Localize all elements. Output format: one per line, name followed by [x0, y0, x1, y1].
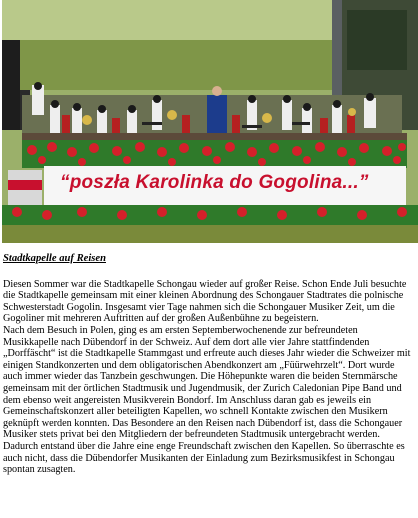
article-paragraph-1: Diesen Sommer war die Stadtkapelle Schongau wieder auf großer Reise. Schon Ende Juli besuchte die Stadtkapelle gemeinsam mit einer kleinen Abordnung des Schongauer Stadtrates die polnische Schwesterstadt Gogolin. Insgesamt vier Tage nahmen sich die Schongauer Musiker Zeit, um die Gogoliner mit mehreren Auftritten auf der großen Außenbühne zu begeistern.	[3, 278, 407, 325]
band-stage-illustration	[2, 0, 418, 243]
article-title: Stadtkapelle auf Reisen	[3, 253, 106, 264]
article-paragraph-2: Nach dem Besuch in Polen, ging es am ersten Septemberwochenende zur befreundeten Musikkapelle nach Dübendorf in der Schweiz. Auf dem dort alle vier Jahre stattfindenden „Dorffäscht“ ist die Stadtkapelle Stammgast und erfreute auch dieses Jahr wieder die Schweizer mit einigen Standkonzerten und dem obligatorischen Abendkonzert am „Füürwehrzelt“. Dort wurde auch immer wieder das Tanzbein geschwungen. Die Höhepunkte waren die beiden Sternmärsche gemeinsam mit der örtlichen Stadtmusik und Jugendmusik, der Zurich Caledonian Pipe Band und dem ebenso weit angereisten Musikverein Bondorf. Im Anschluss daran gab es jeweils ein Gemeinschaftskonzert aller beteiligten Kapellen, wo schnell Kontakte zwischen den Musikern geknüpft werden konnten. Das Besondere an den Reisen nach Dübendorf ist, dass die Schongauer Musiker stets privat bei den Mitgliedern der befreundeten Stadtmusik untergebracht werden. Dadurch entstand über die Jahre eine enge Freundschaft zwischen den Kapellen. So überraschte es auch nicht, dass die Dübendorfer Musikanten der Einladung zum Bezirksmusikfest in Schongau spontan zusagten.	[3, 324, 411, 476]
article	[3, 253, 413, 476]
band-photo	[2, 0, 418, 243]
banner-text: “poszła Karolinka do Gogolina...”	[60, 172, 369, 193]
